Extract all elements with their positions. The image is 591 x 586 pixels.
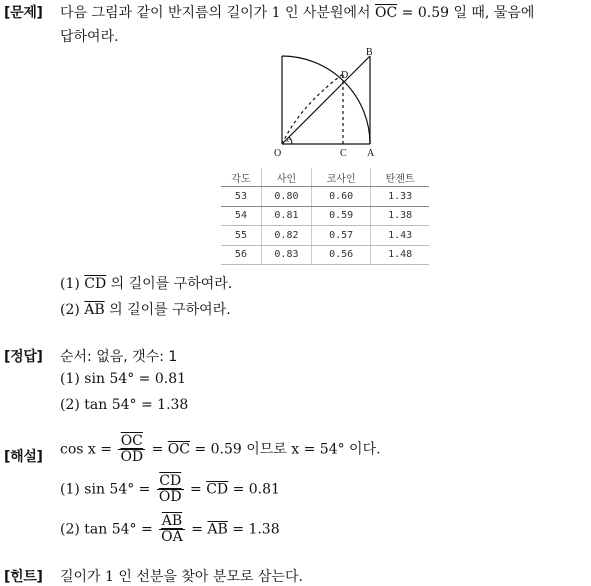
- table-cell: 56: [221, 245, 261, 265]
- q2-number: (2): [60, 302, 85, 318]
- table-cell: 53: [221, 187, 261, 207]
- frac-denominator: OD: [120, 449, 144, 465]
- question-1: [60, 273, 232, 293]
- segment-cd: $\overline{CD}$: [84, 276, 107, 292]
- segment-ab: $\overline{AB}$: [84, 302, 105, 318]
- table-cell: 54: [221, 206, 261, 226]
- exp3-segment: $\overline{AB}$: [207, 521, 228, 538]
- frac-denominator: OA: [161, 529, 183, 545]
- table-cell: 0.82: [261, 226, 311, 246]
- table-cell: 0.81: [261, 206, 311, 226]
- question-2: [60, 299, 231, 319]
- quarter-circle-diagram: [270, 44, 382, 160]
- problem-text-line1: [60, 2, 534, 22]
- frac-numerator: $\overline{CD}$: [159, 473, 182, 489]
- exp1-segment: $\overline{OC}$: [167, 441, 190, 458]
- answer-line1: 순서: 없음, 갯수: 1: [60, 349, 178, 365]
- table-cell: 0.59: [312, 206, 371, 226]
- answer-label: [정답]: [4, 349, 43, 365]
- table-row: [221, 245, 429, 265]
- header-tangent: 탄젠트: [371, 168, 429, 187]
- problem-label: [문제]: [4, 5, 43, 21]
- table-header-row: [221, 168, 429, 187]
- table-row: [221, 206, 429, 226]
- problem-text-post: = 0.59 일 때, 물음에: [397, 5, 535, 21]
- table-cell: 0.60: [312, 187, 371, 207]
- header-sine: 사인: [261, 168, 311, 187]
- exp2-segment: $\overline{CD}$: [206, 481, 229, 498]
- fraction-oc-od: [118, 434, 145, 465]
- q1-number: (1): [60, 276, 85, 292]
- table-cell: 0.83: [261, 245, 311, 265]
- label-d: D: [341, 70, 349, 81]
- exp3-post: = 1.38: [227, 521, 280, 538]
- dashed-od: [282, 74, 343, 144]
- exp1-pre: cos x =: [60, 441, 117, 458]
- problem-text-line2: 답하여라.: [60, 29, 119, 45]
- fraction-cd-od: [157, 474, 184, 505]
- exp2-eq: =: [185, 481, 207, 498]
- table-cell: 0.57: [312, 226, 371, 246]
- exp3-eq: =: [186, 521, 208, 538]
- table-cell: 1.43: [371, 226, 429, 246]
- exp2-pre: (1) sin 54° =: [60, 481, 155, 498]
- exp2-post: = 0.81: [228, 481, 280, 498]
- line-ob: [282, 56, 370, 144]
- trig-table: [221, 168, 429, 265]
- frac-numerator: $\overline{OC}$: [120, 433, 143, 449]
- table-row: [221, 226, 429, 246]
- explanation-label: [해설]: [4, 449, 43, 465]
- hint-text: 길이가 1 인 선분을 찾아 분모로 삼는다.: [60, 569, 303, 585]
- explanation-line3: [60, 514, 280, 545]
- table-cell: 55: [221, 226, 261, 246]
- table-cell: 1.38: [371, 206, 429, 226]
- frac-denominator: OD: [158, 489, 182, 505]
- table-cell: 0.56: [312, 245, 371, 265]
- frac-numerator: $\overline{AB}$: [161, 513, 183, 529]
- segment-oc: $\overline{OC}$: [375, 5, 398, 21]
- label-c: C: [340, 148, 347, 159]
- q1-text: 의 길이를 구하여라.: [106, 276, 233, 292]
- q2-text: 의 길이를 구하여라.: [104, 302, 231, 318]
- answer-line3: (2) tan 54° = 1.38: [60, 397, 189, 413]
- table-cell: 1.33: [371, 187, 429, 207]
- header-cosine: 코사인: [312, 168, 371, 187]
- fraction-ab-oa: [159, 514, 185, 545]
- answer-line2: (1) sin 54° = 0.81: [60, 371, 187, 387]
- explanation-line1: [60, 434, 381, 465]
- hint-label: [힌트]: [4, 569, 43, 585]
- label-o: O: [274, 148, 282, 159]
- label-b: B: [366, 47, 373, 58]
- label-x-angle: x°: [286, 138, 292, 144]
- header-angle: 각도: [221, 168, 261, 187]
- label-a: A: [367, 148, 375, 159]
- table-cell: 1.48: [371, 245, 429, 265]
- table-cell: 0.80: [261, 187, 311, 207]
- explanation-line2: [60, 474, 280, 505]
- problem-text-pre: 다음 그림과 같이 반지름의 길이가 1 인 사분원에서: [60, 5, 375, 21]
- exp3-pre: (2) tan 54° =: [60, 521, 158, 538]
- exp1-post: = 0.59 이므로 x = 54° 이다.: [189, 441, 381, 458]
- exp1-eq: =: [147, 441, 168, 458]
- table-row: [221, 187, 429, 207]
